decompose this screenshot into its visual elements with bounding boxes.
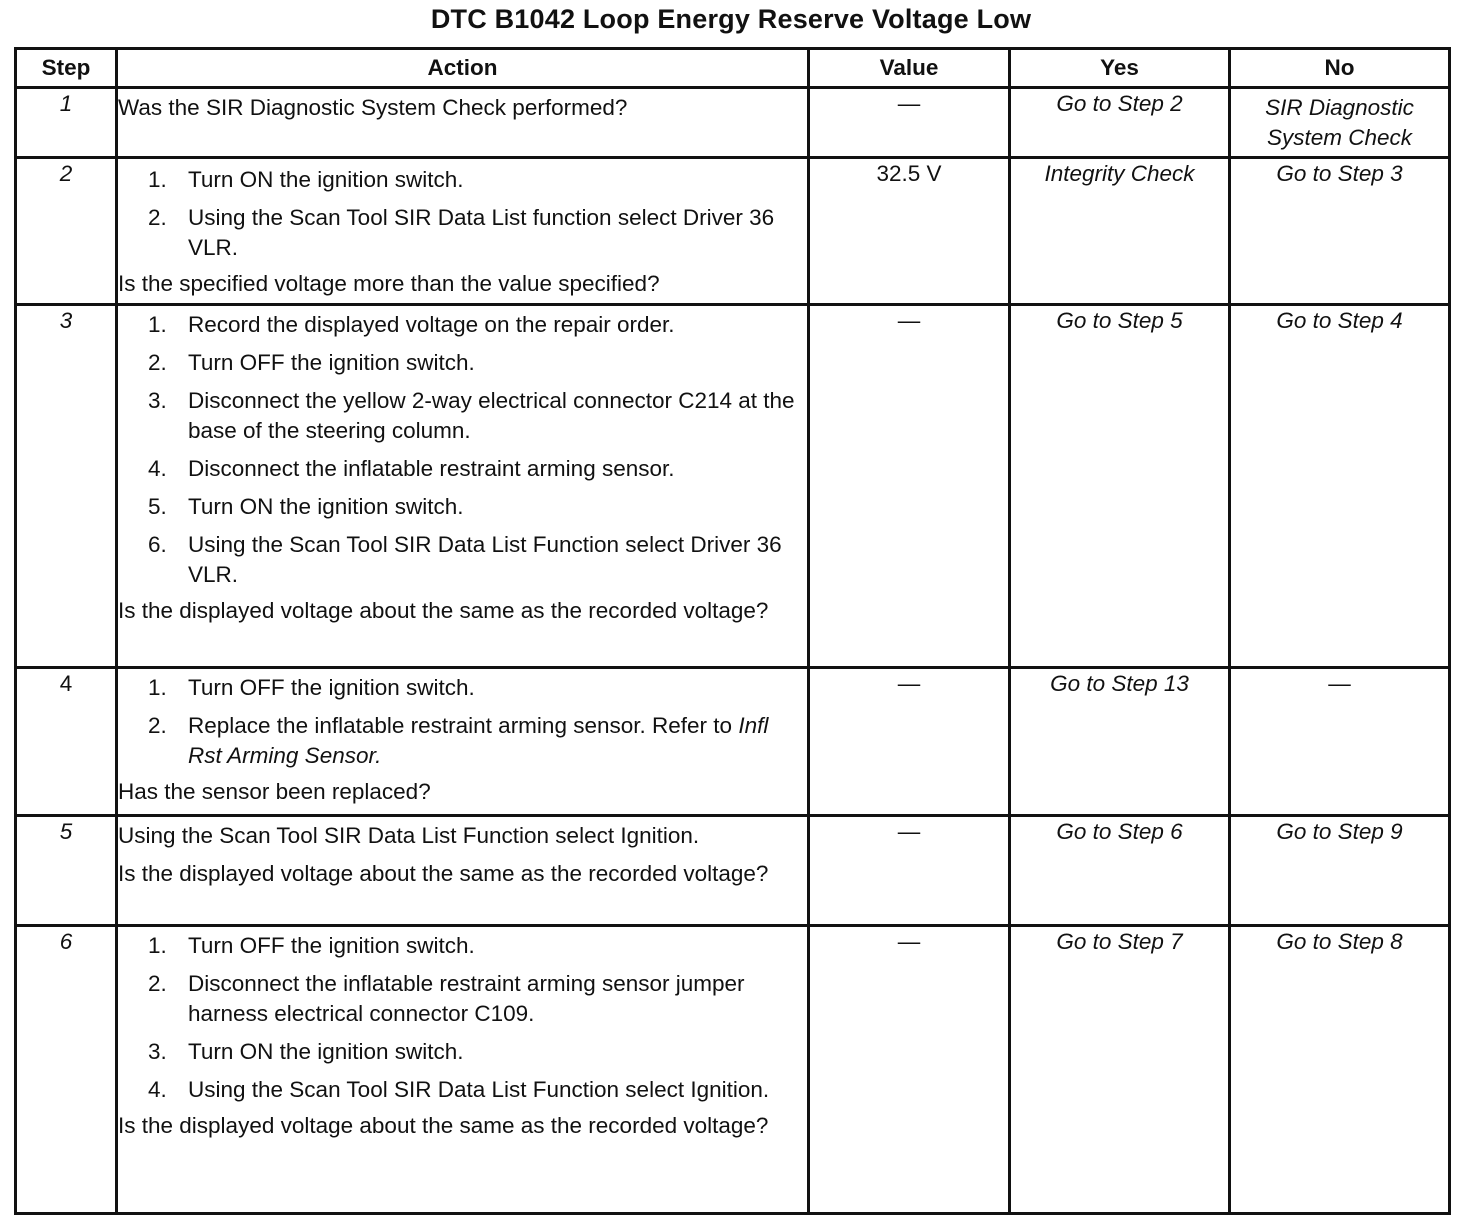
step-number: 6 — [16, 926, 117, 1214]
item-text: Record the displayed voltage on the repair order. — [188, 312, 675, 337]
list-item — [118, 165, 807, 195]
item-number: 2. — [148, 350, 167, 375]
value-cell: — — [809, 926, 1010, 1214]
no-result: — — [1230, 668, 1450, 816]
action-cell — [117, 305, 809, 668]
list-item — [118, 1037, 807, 1067]
action-cell — [117, 88, 809, 158]
item-text: Turn OFF the ignition switch. — [188, 933, 475, 958]
table-row-step-1 — [16, 88, 1450, 158]
page-title: DTC B1042 Loop Energy Reserve Voltage Low — [430, 4, 1032, 34]
yes-result: Go to Step 13 — [1010, 668, 1230, 816]
action-question: Was the SIR Diagnostic System Check performed? — [118, 95, 628, 120]
item-text: Turn OFF the ignition switch. — [188, 350, 475, 375]
yes-result: Go to Step 6 — [1010, 816, 1230, 926]
list-item — [118, 310, 807, 340]
value-cell: — — [809, 816, 1010, 926]
header-action: Action — [117, 49, 809, 88]
action-steps — [118, 310, 807, 590]
value-cell: — — [809, 88, 1010, 158]
reference-link[interactable]: Infl Rst Arming Sensor. — [188, 713, 769, 768]
action-question: Is the specified voltage more than the value specified? — [118, 271, 660, 296]
list-item — [118, 386, 807, 446]
list-item — [118, 454, 807, 484]
item-text: Using the Scan Tool SIR Data List Function select Ignition. — [188, 1077, 770, 1102]
no-result: SIR Diagnostic System Check — [1230, 88, 1450, 158]
step-number: 3 — [16, 305, 117, 668]
item-text: Disconnect the inflatable restraint arming sensor. — [188, 456, 675, 481]
item-number: 4. — [148, 456, 167, 481]
item-number: 2. — [148, 713, 167, 738]
list-item — [118, 711, 807, 771]
value-cell: — — [809, 668, 1010, 816]
action-question: Is the displayed voltage about the same as the recorded voltage? — [118, 1113, 769, 1138]
list-item — [118, 673, 807, 703]
action-question: Is the displayed voltage about the same as the recorded voltage? — [118, 598, 769, 623]
list-item — [118, 203, 807, 263]
action-lead: Using the Scan Tool SIR Data List Function select Ignition. — [118, 823, 700, 848]
item-number: 5. — [148, 494, 167, 519]
item-number: 3. — [148, 1039, 167, 1064]
item-number: 1. — [148, 933, 167, 958]
header-step: Step — [16, 49, 117, 88]
no-result: Go to Step 4 — [1230, 305, 1450, 668]
action-cell — [117, 926, 809, 1214]
action-cell — [117, 668, 809, 816]
step-number: 2 — [16, 158, 117, 305]
list-item — [118, 969, 807, 1029]
item-text: Disconnect the yellow 2-way electrical connector C214 at the base of the steering column. — [188, 388, 795, 443]
action-question: Is the displayed voltage about the same as the recorded voltage? — [118, 861, 769, 886]
item-number: 1. — [148, 312, 167, 337]
step-number: 5 — [16, 816, 117, 926]
item-text: Using the Scan Tool SIR Data List function select Driver 36 VLR. — [188, 205, 775, 260]
item-text: Disconnect the inflatable restraint arming sensor jumper harness electrical connector C109. — [188, 971, 745, 1026]
step-number: 4 — [16, 668, 117, 816]
action-cell — [117, 158, 809, 305]
header-yes: Yes — [1010, 49, 1230, 88]
yes-result: Go to Step 7 — [1010, 926, 1230, 1214]
item-number: 4. — [148, 1077, 167, 1102]
yes-result: Go to Step 2 — [1010, 88, 1230, 158]
action-steps — [118, 165, 807, 263]
table-row-step-5 — [16, 816, 1450, 926]
header-value: Value — [809, 49, 1010, 88]
item-text: Turn OFF the ignition switch. — [188, 675, 475, 700]
item-number: 1. — [148, 675, 167, 700]
step-number: 1 — [16, 88, 117, 158]
list-item — [118, 931, 807, 961]
action-cell — [117, 816, 809, 926]
item-text: Turn ON the ignition switch. — [188, 494, 464, 519]
table-row-step-4 — [16, 668, 1450, 816]
item-number: 2. — [148, 205, 167, 230]
action-steps — [118, 931, 807, 1105]
item-text: Using the Scan Tool SIR Data List Function select Driver 36 VLR. — [188, 532, 782, 587]
diagnostic-table — [14, 47, 1451, 1215]
table-row-step-2 — [16, 158, 1450, 305]
list-item — [118, 492, 807, 522]
table-row-step-6 — [16, 926, 1450, 1214]
item-text: Turn ON the ignition switch. — [188, 167, 464, 192]
list-item — [118, 530, 807, 590]
item-number: 2. — [148, 971, 167, 996]
no-result: Go to Step 3 — [1230, 158, 1450, 305]
list-item — [118, 1075, 807, 1105]
action-question: Has the sensor been replaced? — [118, 779, 431, 804]
item-number: 6. — [148, 532, 167, 557]
action-steps — [118, 673, 807, 771]
table-row-step-3 — [16, 305, 1450, 668]
no-result: Go to Step 9 — [1230, 816, 1450, 926]
yes-result: Integrity Check — [1010, 158, 1230, 305]
item-text: Turn ON the ignition switch. — [188, 1039, 464, 1064]
yes-result: Go to Step 5 — [1010, 305, 1230, 668]
item-number: 3. — [148, 388, 167, 413]
list-item — [118, 348, 807, 378]
table-header-row — [16, 49, 1450, 88]
item-number: 1. — [148, 167, 167, 192]
value-cell: — — [809, 305, 1010, 668]
item-text: Replace the inflatable restraint arming sensor. Refer to — [188, 713, 733, 738]
header-no: No — [1230, 49, 1450, 88]
value-cell: 32.5 V — [809, 158, 1010, 305]
no-result: Go to Step 8 — [1230, 926, 1450, 1214]
